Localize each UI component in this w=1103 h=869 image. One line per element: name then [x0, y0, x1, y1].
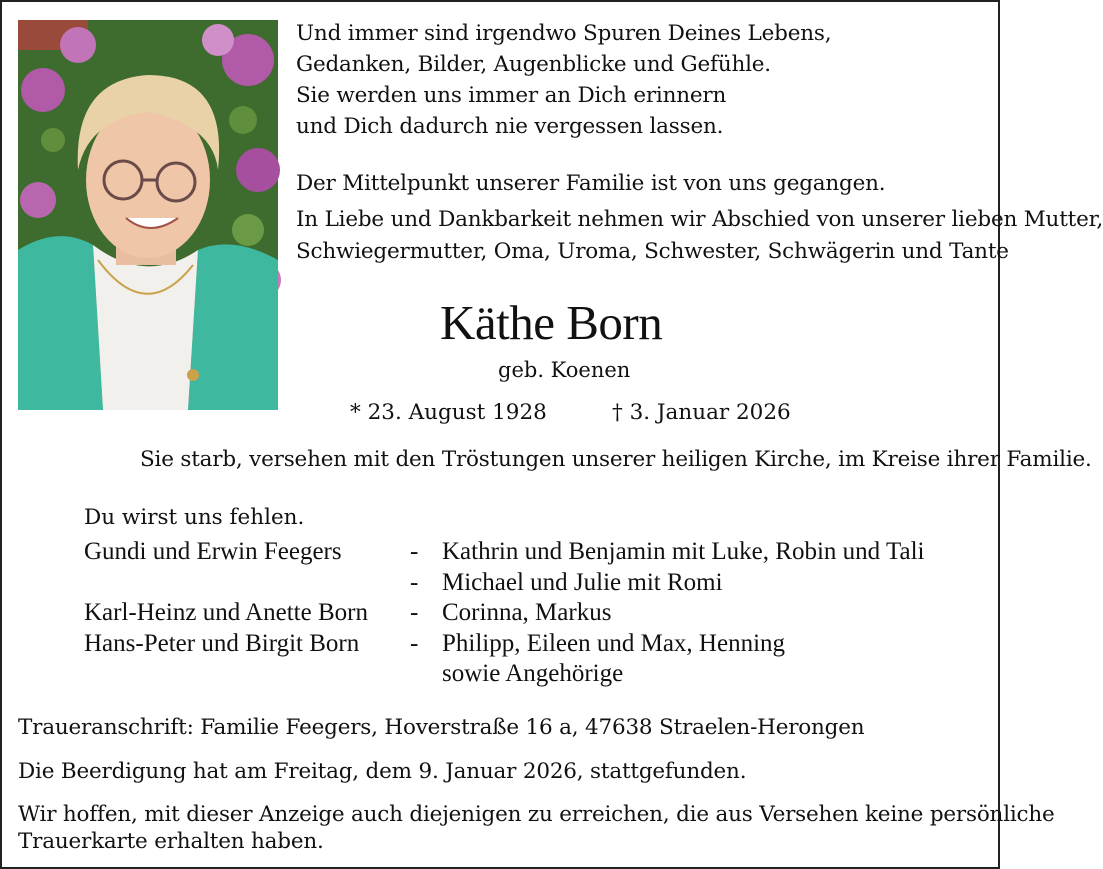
closing-note [18, 801, 1055, 855]
miss-you-line: Du wirst uns fehlen. [84, 505, 305, 530]
memorial-poem [296, 18, 831, 142]
death-date: † 3. Januar 2026 [612, 400, 791, 425]
closing-line: Trauerkarte erhalten haben. [18, 829, 324, 854]
burial-notice: Die Beerdigung hat am Freitag, dem 9. Januar 2026, stattgefunden. [18, 759, 747, 784]
mourner-dash: - [410, 599, 419, 626]
farewell-text [296, 204, 1103, 268]
birth-date: * 23. August 1928 [350, 400, 547, 425]
intro-line: Der Mittelpunkt unserer Familie ist von uns gegangen. [296, 171, 886, 196]
portrait-photo [18, 20, 278, 410]
mourner-children: Kathrin und Benjamin mit Luke, Robin und Tali [442, 538, 925, 565]
mourner-parents: Gundi und Erwin Feegers [84, 538, 342, 565]
farewell-line: In Liebe und Dankbarkeit nehmen wir Abschied von unserer lieben Mutter, [296, 207, 1103, 232]
death-circumstances: Sie starb, versehen mit den Tröstungen unserer heiligen Kirche, im Kreise ihrer Familie. [140, 447, 1092, 472]
maiden-name: geb. Koenen [498, 358, 631, 382]
mourner-relatives: sowie Angehörige [442, 660, 624, 687]
poem-line: Gedanken, Bilder, Augenblicke und Gefühle. [296, 52, 771, 77]
mourner-parents: Karl-Heinz und Anette Born [84, 599, 368, 626]
mourner-children: Michael und Julie mit Romi [442, 568, 723, 596]
poem-line: Und immer sind irgendwo Spuren Deines Lebens, [296, 21, 832, 46]
mourner-parents: Hans-Peter und Birgit Born [84, 629, 360, 657]
farewell-line: Schwiegermutter, Oma, Uroma, Schwester, Schwägerin und Tante [296, 239, 1009, 264]
deceased-name: Käthe Born [440, 295, 663, 350]
mourner-dash: - [410, 568, 419, 596]
mourning-address: Traueranschrift: Familie Feegers, Hoverstraße 16 a, 47638 Straelen-Herongen [18, 715, 865, 740]
closing-line: Wir hoffen, mit dieser Anzeige auch diejenigen zu erreichen, die aus Versehen keine persönliche [18, 802, 1055, 827]
mourner-children: Corinna, Markus [442, 599, 612, 626]
poem-line: und Dich dadurch nie vergessen lassen. [296, 114, 724, 139]
mourner-children: Philipp, Eileen und Max, Henning [442, 629, 786, 657]
mourner-dash: - [410, 629, 419, 657]
mourner-dash: - [410, 538, 419, 565]
poem-line: Sie werden uns immer an Dich erinnern [296, 83, 727, 108]
